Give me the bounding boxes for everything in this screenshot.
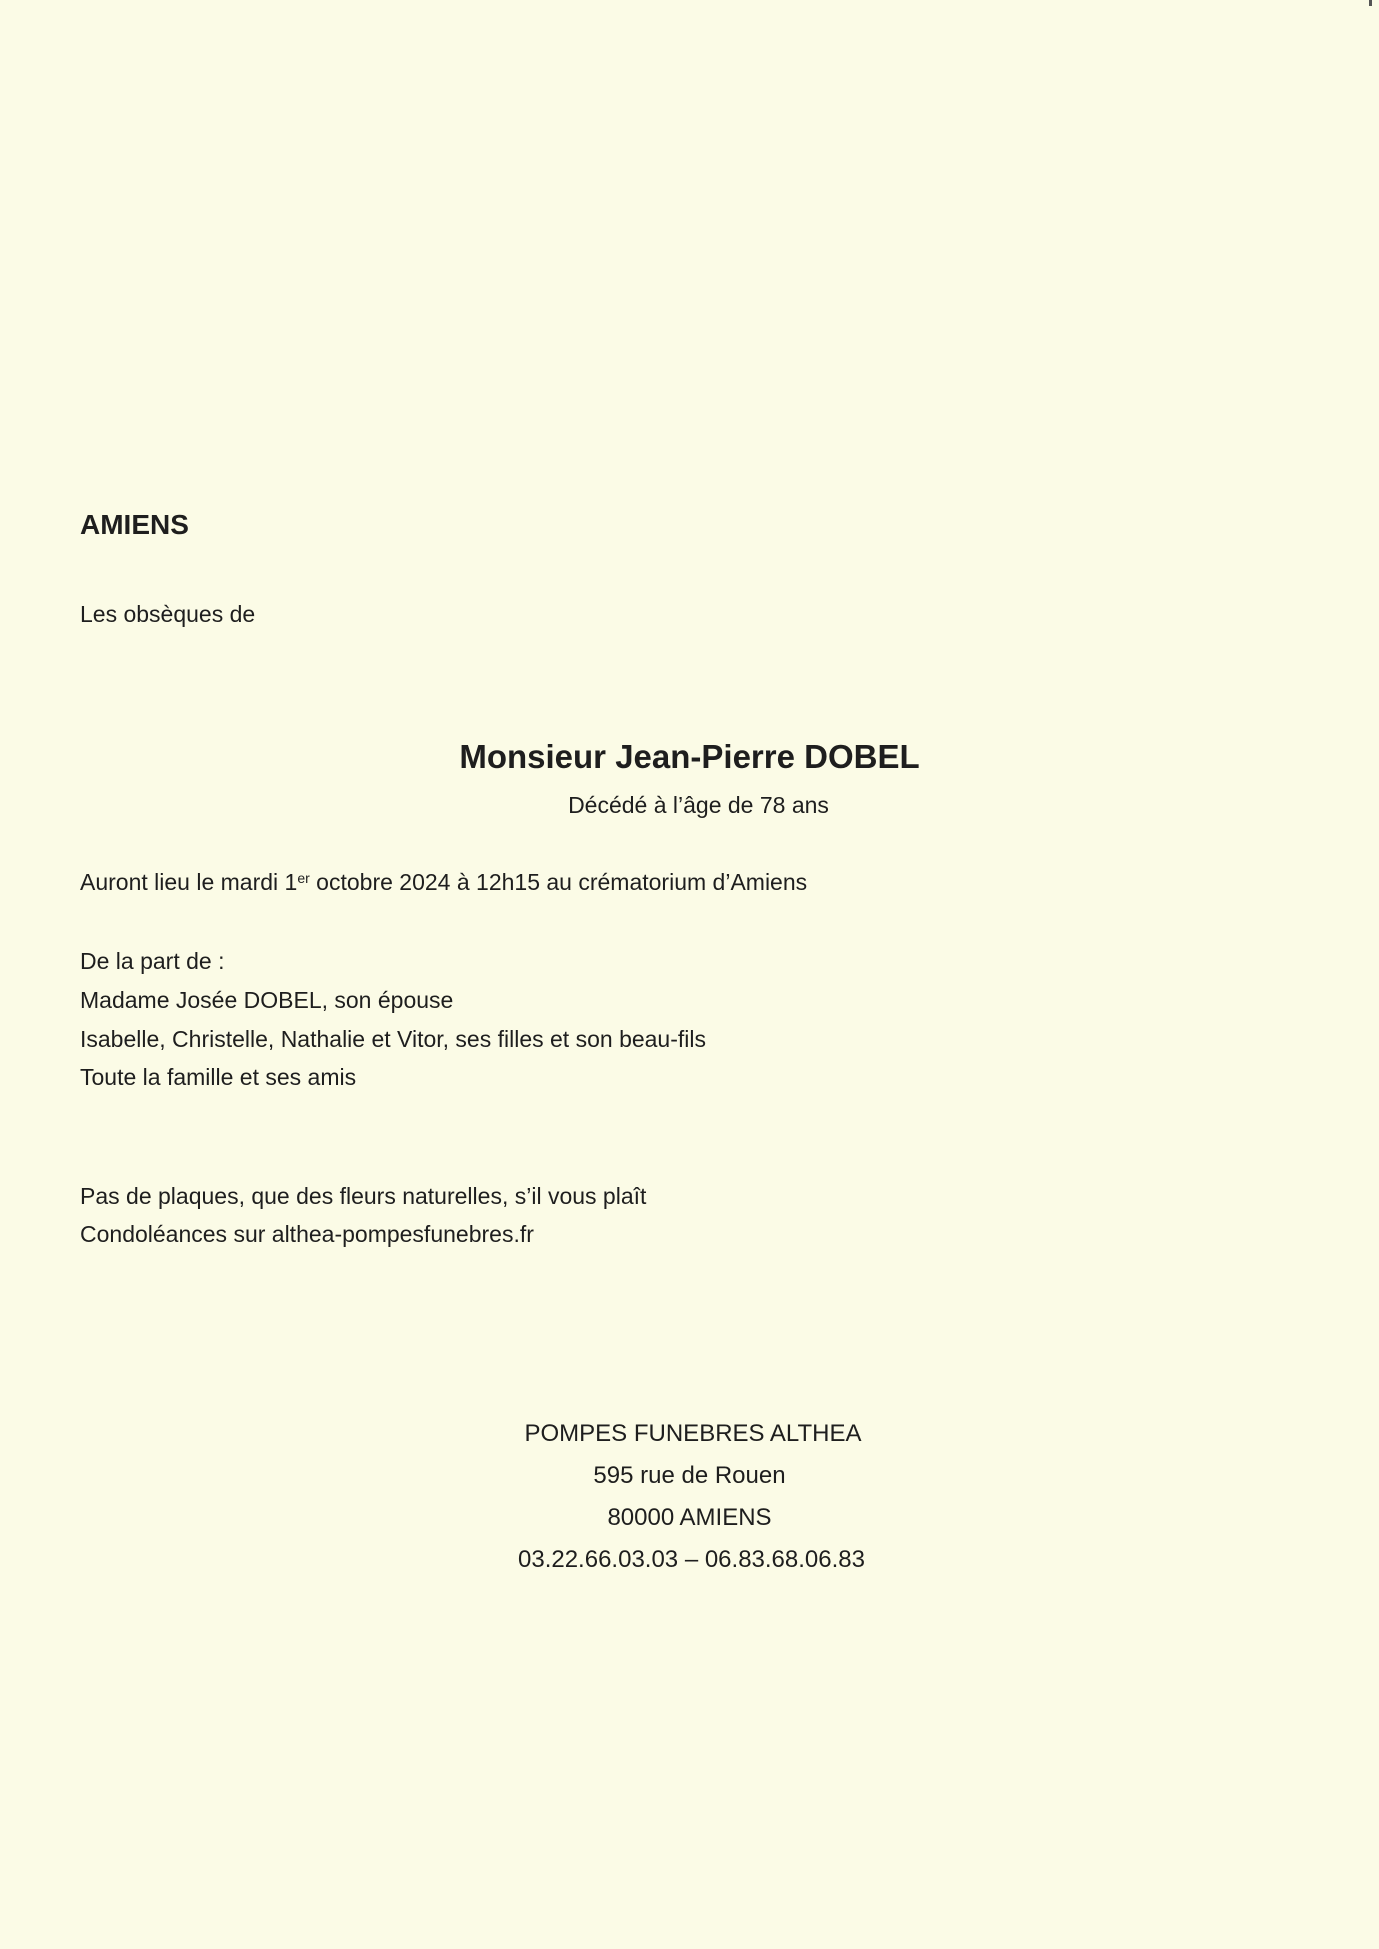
family-line: Isabelle, Christelle, Nathalie et Vitor, ses filles et son beau-fils (80, 1026, 706, 1052)
flowers-note: Pas de plaques, que des fleurs naturelles, s’il vous plaît (80, 1183, 647, 1209)
funeral-home-street: 595 rue de Rouen (593, 1462, 786, 1489)
funeral-home-phones: 03.22.66.03.03 – 06.83.68.06.83 (518, 1546, 865, 1573)
ceremony-line (80, 868, 807, 896)
scan-edge-mark (1369, 0, 1372, 6)
condolences-note: Condoléances sur althea-pompesfunebres.fr (80, 1221, 534, 1247)
funeral-home-name: POMPES FUNEBRES ALTHEA (524, 1420, 862, 1447)
ceremony-text-start: Auront lieu le mardi 1 (80, 869, 298, 895)
family-heading: De la part de : (80, 948, 225, 974)
deceased-name: Monsieur Jean-Pierre DOBEL (459, 738, 920, 775)
age-line: Décédé à l’âge de 78 ans (568, 792, 829, 818)
family-line: Madame Josée DOBEL, son épouse (80, 987, 454, 1013)
ceremony-text-end: octobre 2024 à 12h15 au crématorium d’Amiens (309, 869, 808, 895)
intro-text: Les obsèques de (80, 601, 256, 627)
city-heading: AMIENS (80, 509, 189, 540)
ordinal-superscript: er (297, 870, 310, 886)
family-line: Toute la famille et ses amis (80, 1064, 357, 1090)
funeral-home-city: 80000 AMIENS (607, 1504, 772, 1531)
